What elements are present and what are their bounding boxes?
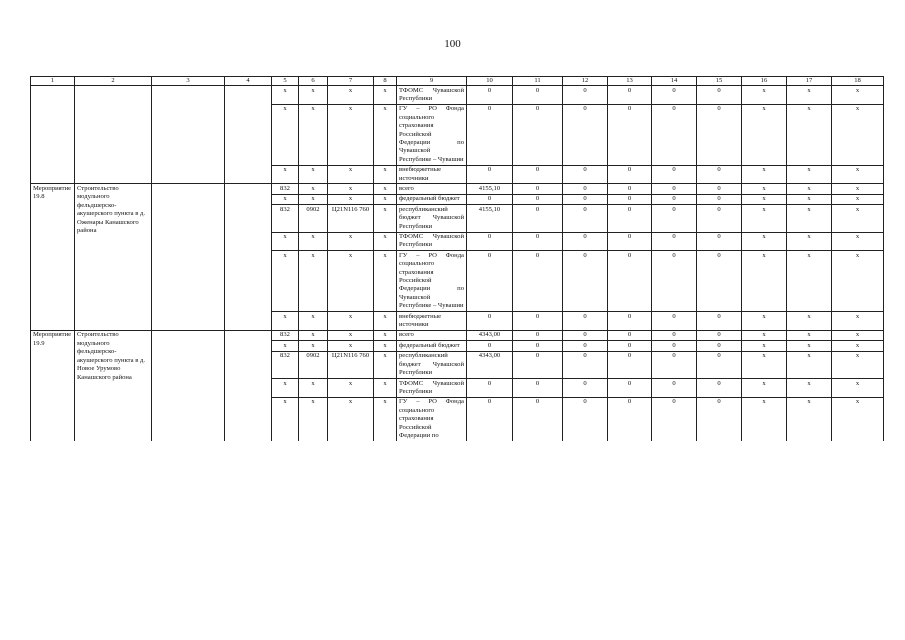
cell-c13: 0 [608, 251, 652, 312]
column-number: 18 [832, 77, 884, 86]
cell-c7: x [328, 184, 374, 194]
cell-c17: x [787, 397, 832, 441]
cell-c12: 0 [563, 184, 608, 194]
cell-c14: 0 [652, 194, 697, 204]
column-number: 10 [467, 77, 513, 86]
cell-c14: 0 [652, 312, 697, 331]
cell-c11: 0 [513, 330, 563, 340]
column-number: 7 [328, 77, 374, 86]
measure-number: Мероприятие 19.9 [31, 330, 75, 440]
cell-c11: 0 [513, 194, 563, 204]
cell-c10: 0 [467, 251, 513, 312]
cell-c6: x [299, 397, 328, 441]
cell-c17: x [787, 312, 832, 331]
page-number: 100 [444, 38, 461, 50]
funding-source: ТФОМС Чувашской Республики [397, 86, 467, 105]
cell-c13: 0 [608, 341, 652, 351]
table-row [31, 184, 884, 194]
cell-c12: 0 [563, 330, 608, 340]
cell-c8: x [374, 165, 397, 184]
cell-c16: x [742, 194, 787, 204]
cell-c13: 0 [608, 205, 652, 232]
cell-c16: x [742, 205, 787, 232]
funding-source: ГУ – РО Фонда социального страхования Российской Федерации по Чувашской Республике – Чувашии [397, 104, 467, 165]
cell-c6: 0902 [299, 351, 328, 378]
cell-c14: 0 [652, 184, 697, 194]
cell-c11: 0 [513, 379, 563, 398]
cell-c16: x [742, 104, 787, 165]
cell-c11: 0 [513, 165, 563, 184]
cell-c6: x [299, 232, 328, 251]
column-number: 16 [742, 77, 787, 86]
table-row [31, 330, 884, 340]
funding-source: внебюджетные источники [397, 312, 467, 331]
cell-c13: 0 [608, 379, 652, 398]
cell-c12: 0 [563, 397, 608, 441]
column-number: 1 [31, 77, 75, 86]
cell-c12: 0 [563, 205, 608, 232]
cell-c14: 0 [652, 86, 697, 105]
cell-c16: x [742, 184, 787, 194]
cell-c7: x [328, 86, 374, 105]
cell-c10: 4155,10 [467, 205, 513, 232]
cell-c5: x [272, 379, 299, 398]
cell-c8: x [374, 194, 397, 204]
cell-c11: 0 [513, 86, 563, 105]
cell-c15: 0 [697, 330, 742, 340]
cell-c16: x [742, 351, 787, 378]
cell-c15: 0 [697, 341, 742, 351]
cell-c5: x [272, 251, 299, 312]
cell-c13: 0 [608, 232, 652, 251]
cell-c17: x [787, 232, 832, 251]
column-number: 3 [152, 77, 225, 86]
funding-source: всего [397, 330, 467, 340]
cell-c10: 4343,00 [467, 330, 513, 340]
cell-c17: x [787, 379, 832, 398]
measure-name: Строительство модульного фельдшерско-акушерского пункта в д. Оженары Канашского района [75, 184, 152, 331]
cell-c5: 832 [272, 351, 299, 378]
cell-c14: 0 [652, 205, 697, 232]
cell-c6: x [299, 312, 328, 331]
cell-c7: Ц21N116 760 [328, 205, 374, 232]
cell-c7: x [328, 330, 374, 340]
cell-c15: 0 [697, 232, 742, 251]
cell-c11: 0 [513, 251, 563, 312]
cell-c17: x [787, 194, 832, 204]
column-number: 2 [75, 77, 152, 86]
cell-c18: x [832, 397, 884, 441]
cell-c17: x [787, 165, 832, 184]
cell-c6: x [299, 86, 328, 105]
cell-c10: 0 [467, 312, 513, 331]
cell-c5: x [272, 86, 299, 105]
cell-c15: 0 [697, 397, 742, 441]
funding-source: ГУ – РО Фонда социального страхования Российской Федерации по Чувашской Республике – Чувашии [397, 251, 467, 312]
column-number: 5 [272, 77, 299, 86]
cell-c14: 0 [652, 104, 697, 165]
cell-c14: 0 [652, 165, 697, 184]
cell-c7: x [328, 341, 374, 351]
cell-c5: x [272, 165, 299, 184]
cell-c14: 0 [652, 232, 697, 251]
cell-c13: 0 [608, 397, 652, 441]
cell-c5: x [272, 341, 299, 351]
cell-c8: x [374, 351, 397, 378]
cell-c17: x [787, 351, 832, 378]
cell-c12: 0 [563, 232, 608, 251]
column-number: 14 [652, 77, 697, 86]
cell-c12: 0 [563, 165, 608, 184]
cell-c13: 0 [608, 351, 652, 378]
column-number: 4 [225, 77, 272, 86]
empty-cell [152, 184, 225, 331]
cell-c12: 0 [563, 86, 608, 105]
column-number: 12 [563, 77, 608, 86]
cell-c10: 4155,10 [467, 184, 513, 194]
cell-c13: 0 [608, 104, 652, 165]
cell-c7: x [328, 165, 374, 184]
cell-c5: x [272, 104, 299, 165]
cell-c15: 0 [697, 104, 742, 165]
funding-source: республиканский бюджет Чувашской Республики [397, 351, 467, 378]
cell-c15: 0 [697, 86, 742, 105]
cell-c18: x [832, 86, 884, 105]
cell-c7: x [328, 251, 374, 312]
cell-c16: x [742, 330, 787, 340]
funding-source: ГУ – РО Фонда социального страхования Российской Федерации по [397, 397, 467, 441]
cell-c11: 0 [513, 104, 563, 165]
cell-c13: 0 [608, 312, 652, 331]
measure-cell [31, 86, 75, 184]
cell-c6: x [299, 165, 328, 184]
cell-c15: 0 [697, 312, 742, 331]
cell-c6: x [299, 330, 328, 340]
cell-c14: 0 [652, 341, 697, 351]
header-row [31, 77, 884, 86]
cell-c8: x [374, 341, 397, 351]
cell-c5: x [272, 194, 299, 204]
cell-c16: x [742, 165, 787, 184]
cell-c6: x [299, 194, 328, 204]
cell-c15: 0 [697, 194, 742, 204]
cell-c6: 0902 [299, 205, 328, 232]
cell-c11: 0 [513, 184, 563, 194]
cell-c17: x [787, 184, 832, 194]
cell-c10: 4343,00 [467, 351, 513, 378]
cell-c8: x [374, 205, 397, 232]
cell-c7: x [328, 379, 374, 398]
cell-c18: x [832, 351, 884, 378]
cell-c8: x [374, 251, 397, 312]
cell-c12: 0 [563, 251, 608, 312]
cell-c14: 0 [652, 251, 697, 312]
cell-c5: x [272, 312, 299, 331]
measure-number: Мероприятие 19.8 [31, 184, 75, 331]
column-number: 6 [299, 77, 328, 86]
cell-c18: x [832, 194, 884, 204]
cell-c18: x [832, 104, 884, 165]
cell-c10: 0 [467, 165, 513, 184]
cell-c7: x [328, 312, 374, 331]
cell-c17: x [787, 86, 832, 105]
cell-c5: 832 [272, 205, 299, 232]
cell-c16: x [742, 86, 787, 105]
cell-c6: x [299, 184, 328, 194]
cell-c8: x [374, 232, 397, 251]
funding-source: всего [397, 184, 467, 194]
cell-c18: x [832, 232, 884, 251]
column-number: 9 [397, 77, 467, 86]
empty-cell [225, 86, 272, 184]
cell-c5: 832 [272, 184, 299, 194]
empty-cell [152, 330, 225, 440]
cell-c5: x [272, 397, 299, 441]
cell-c18: x [832, 251, 884, 312]
cell-c8: x [374, 104, 397, 165]
cell-c8: x [374, 379, 397, 398]
cell-c18: x [832, 184, 884, 194]
cell-c12: 0 [563, 379, 608, 398]
cell-c18: x [832, 341, 884, 351]
funding-source: республиканский бюджет Чувашской Республики [397, 205, 467, 232]
cell-c8: x [374, 397, 397, 441]
cell-c6: x [299, 251, 328, 312]
empty-cell [152, 86, 225, 184]
cell-c7: x [328, 232, 374, 251]
cell-c15: 0 [697, 379, 742, 398]
funding-source: ТФОМС Чувашской Республики [397, 232, 467, 251]
cell-c11: 0 [513, 232, 563, 251]
cell-c12: 0 [563, 312, 608, 331]
cell-c7: Ц21N116 760 [328, 351, 374, 378]
cell-c14: 0 [652, 351, 697, 378]
cell-c10: 0 [467, 379, 513, 398]
column-number: 8 [374, 77, 397, 86]
cell-c8: x [374, 330, 397, 340]
cell-c16: x [742, 312, 787, 331]
cell-c15: 0 [697, 184, 742, 194]
cell-c18: x [832, 312, 884, 331]
cell-c10: 0 [467, 341, 513, 351]
cell-c12: 0 [563, 104, 608, 165]
cell-c15: 0 [697, 165, 742, 184]
cell-c17: x [787, 330, 832, 340]
cell-c5: x [272, 232, 299, 251]
cell-c6: x [299, 379, 328, 398]
budget-table [30, 76, 884, 441]
cell-c11: 0 [513, 312, 563, 331]
cell-c11: 0 [513, 205, 563, 232]
cell-c16: x [742, 397, 787, 441]
cell-c12: 0 [563, 194, 608, 204]
cell-c10: 0 [467, 232, 513, 251]
cell-c18: x [832, 165, 884, 184]
cell-c11: 0 [513, 351, 563, 378]
cell-c10: 0 [467, 194, 513, 204]
column-number: 13 [608, 77, 652, 86]
empty-cell [225, 330, 272, 440]
cell-c17: x [787, 251, 832, 312]
cell-c8: x [374, 184, 397, 194]
cell-c15: 0 [697, 351, 742, 378]
cell-c13: 0 [608, 194, 652, 204]
table-row [31, 86, 884, 105]
cell-c13: 0 [608, 330, 652, 340]
cell-c7: x [328, 397, 374, 441]
column-number: 17 [787, 77, 832, 86]
cell-c8: x [374, 312, 397, 331]
cell-c12: 0 [563, 351, 608, 378]
cell-c11: 0 [513, 397, 563, 441]
cell-c17: x [787, 104, 832, 165]
cell-c16: x [742, 379, 787, 398]
cell-c16: x [742, 251, 787, 312]
funding-source: внебюджетные источники [397, 165, 467, 184]
cell-c17: x [787, 205, 832, 232]
cell-c18: x [832, 205, 884, 232]
cell-c14: 0 [652, 330, 697, 340]
cell-c14: 0 [652, 379, 697, 398]
cell-c18: x [832, 330, 884, 340]
cell-c11: 0 [513, 341, 563, 351]
cell-c10: 0 [467, 104, 513, 165]
funding-source: ТФОМС Чувашской Республики [397, 379, 467, 398]
cell-c6: x [299, 104, 328, 165]
cell-c13: 0 [608, 184, 652, 194]
cell-c13: 0 [608, 165, 652, 184]
cell-c10: 0 [467, 397, 513, 441]
cell-c6: x [299, 341, 328, 351]
cell-c12: 0 [563, 341, 608, 351]
cell-c15: 0 [697, 205, 742, 232]
empty-cell [225, 184, 272, 331]
cell-c18: x [832, 379, 884, 398]
column-number: 15 [697, 77, 742, 86]
cell-c14: 0 [652, 397, 697, 441]
column-number: 11 [513, 77, 563, 86]
cell-c16: x [742, 232, 787, 251]
cell-c5: 832 [272, 330, 299, 340]
measure-name-cell [75, 86, 152, 184]
cell-c17: x [787, 341, 832, 351]
cell-c16: x [742, 341, 787, 351]
cell-c7: x [328, 104, 374, 165]
cell-c8: x [374, 86, 397, 105]
funding-source: федеральный бюджет [397, 341, 467, 351]
cell-c13: 0 [608, 86, 652, 105]
cell-c7: x [328, 194, 374, 204]
cell-c15: 0 [697, 251, 742, 312]
cell-c10: 0 [467, 86, 513, 105]
funding-source: федеральный бюджет [397, 194, 467, 204]
measure-name: Строительство модульного фельдшерско-акушерского пункта в д. Новое Урумово Канашского района [75, 330, 152, 440]
